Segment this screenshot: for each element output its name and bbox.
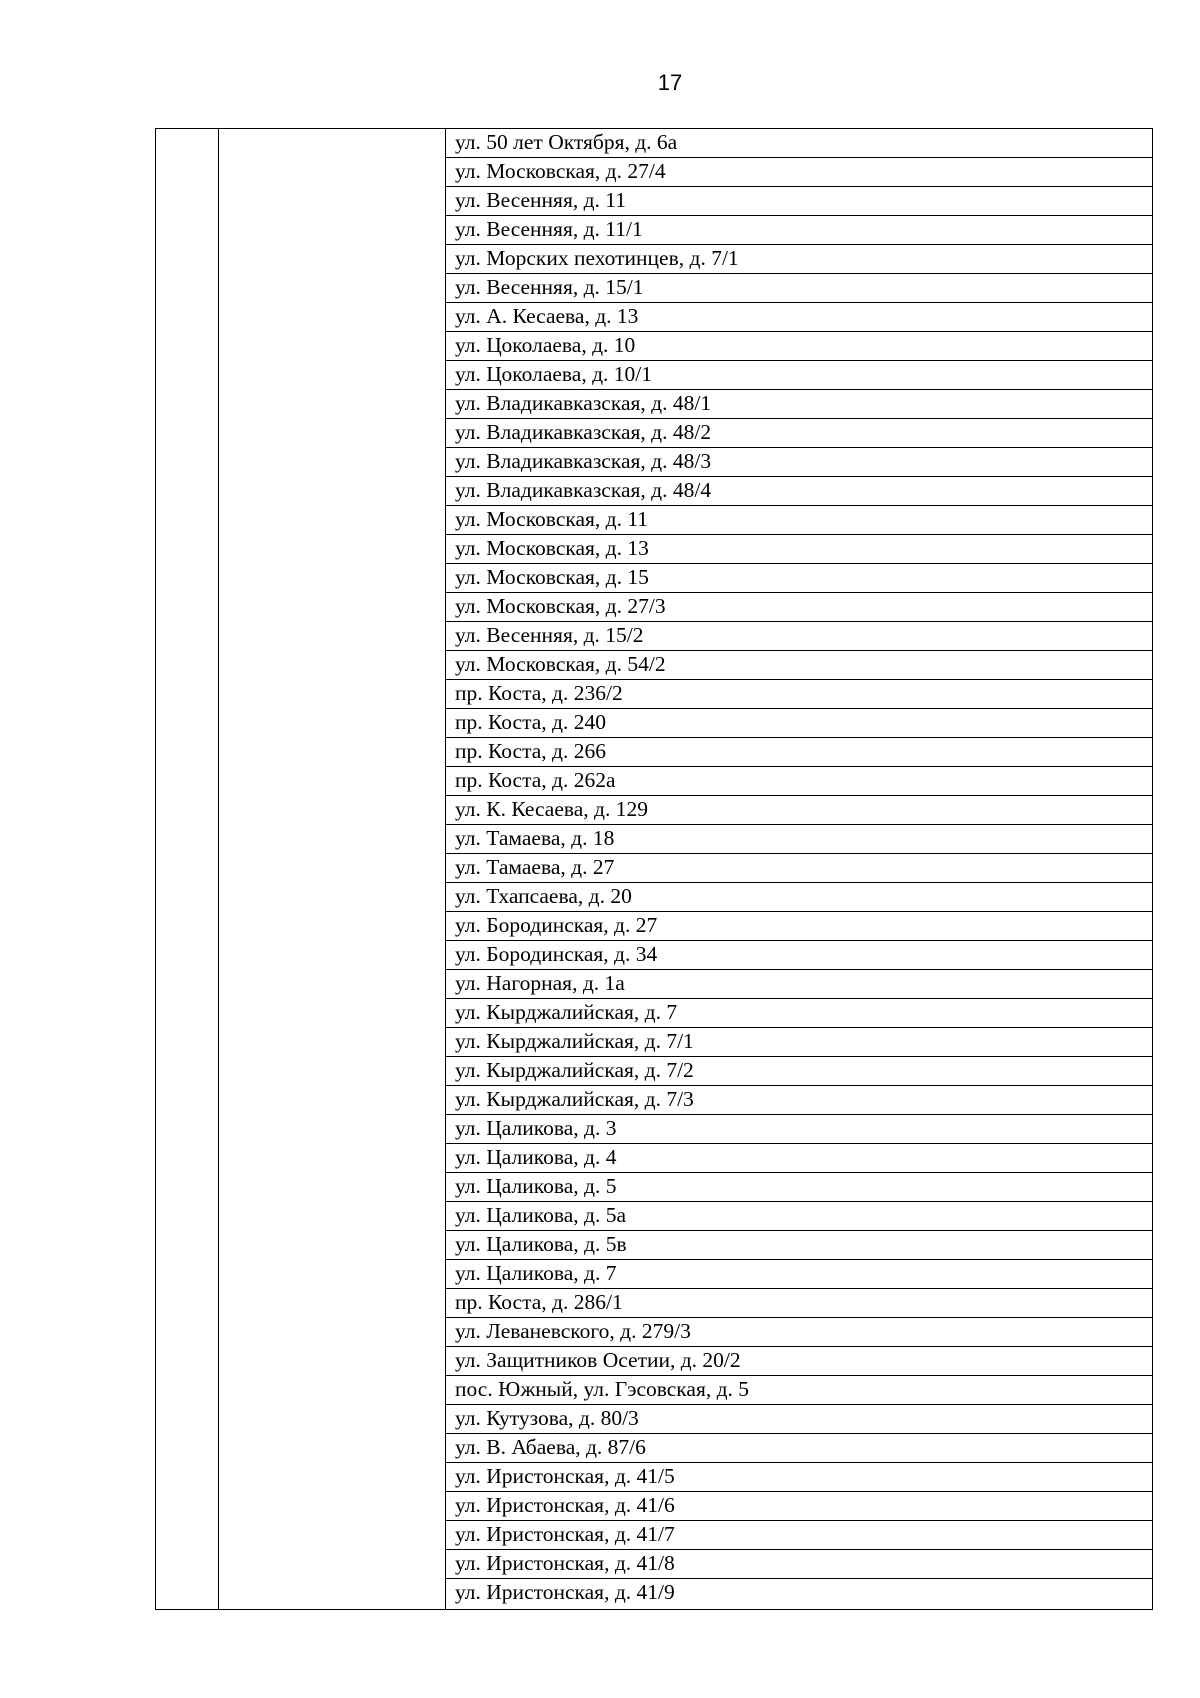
address-row: ул. Весенняя, д. 15/1: [445, 274, 1152, 303]
address-row: ул. Иристонская, д. 41/6: [445, 1492, 1152, 1521]
address-row: ул. Владикавказская, д. 48/4: [445, 477, 1152, 506]
address-row: ул. Владикавказская, д. 48/2: [445, 419, 1152, 448]
address-row: ул. 50 лет Октября, д. 6а: [445, 129, 1152, 158]
address-row: пр. Коста, д. 240: [445, 709, 1152, 738]
address-row: ул. Цаликова, д. 5: [445, 1173, 1152, 1202]
address-row: ул. Владикавказская, д. 48/1: [445, 390, 1152, 419]
address-row: ул. К. Кесаева, д. 129: [445, 796, 1152, 825]
address-row: ул. В. Абаева, д. 87/6: [445, 1434, 1152, 1463]
address-table: [155, 128, 1153, 1610]
address-row: ул. Кырджалийская, д. 7: [445, 999, 1152, 1028]
address-row: ул. Нагорная, д. 1а: [445, 970, 1152, 999]
address-row: ул. Цаликова, д. 7: [445, 1260, 1152, 1289]
address-row: пр. Коста, д. 262а: [445, 767, 1152, 796]
address-row: ул. Московская, д. 27/4: [445, 158, 1152, 187]
address-row: ул. Иристонская, д. 41/5: [445, 1463, 1152, 1492]
page-number: 17: [657, 70, 683, 95]
address-row: ул. Цаликова, д. 5а: [445, 1202, 1152, 1231]
address-row: ул. Иристонская, д. 41/9: [455, 1580, 675, 1604]
address-row: пр. Коста, д. 286/1: [445, 1289, 1152, 1318]
address-row: ул. Морских пехотинцев, д. 7/1: [445, 245, 1152, 274]
address-row: ул. Цаликова, д. 5в: [445, 1231, 1152, 1260]
address-row: ул. Московская, д. 13: [445, 535, 1152, 564]
address-row: ул. Кырджалийская, д. 7/2: [445, 1057, 1152, 1086]
address-row: ул. Цаликова, д. 3: [445, 1115, 1152, 1144]
address-row: ул. Тхапсаева, д. 20: [445, 883, 1152, 912]
address-row: ул. Московская, д. 11: [445, 506, 1152, 535]
address-row: ул. Весенняя, д. 11/1: [445, 216, 1152, 245]
address-row: ул. Тамаева, д. 27: [445, 854, 1152, 883]
address-row: ул. Владикавказская, д. 48/3: [445, 448, 1152, 477]
address-list: [445, 129, 1152, 1609]
address-row: ул. Цаликова, д. 4: [445, 1144, 1152, 1173]
address-row: ул. Цоколаева, д. 10/1: [445, 361, 1152, 390]
address-row: ул. Бородинская, д. 27: [445, 912, 1152, 941]
address-row: пр. Коста, д. 236/2: [445, 680, 1152, 709]
address-row: ул. Кырджалийская, д. 7/3: [445, 1086, 1152, 1115]
address-row: ул. Леваневского, д. 279/3: [445, 1318, 1152, 1347]
address-row: ул. Иристонская, д. 41/7: [445, 1521, 1152, 1550]
address-row: ул. Весенняя, д. 11: [445, 187, 1152, 216]
address-row: ул. Кырджалийская, д. 7/1: [445, 1028, 1152, 1057]
address-row: пр. Коста, д. 266: [445, 738, 1152, 767]
address-row: ул. Защитников Осетии, д. 20/2: [445, 1347, 1152, 1376]
address-row: ул. Тамаева, д. 18: [445, 825, 1152, 854]
address-row: ул. Бородинская, д. 34: [445, 941, 1152, 970]
address-row: ул. Московская, д. 15: [445, 564, 1152, 593]
address-row: ул. Московская, д. 54/2: [445, 651, 1152, 680]
address-row: ул. Кутузова, д. 80/3: [445, 1405, 1152, 1434]
address-row: ул. Московская, д. 27/3: [445, 593, 1152, 622]
address-row: ул. Весенняя, д. 15/2: [445, 622, 1152, 651]
address-row: ул. А. Кесаева, д. 13: [445, 303, 1152, 332]
address-row: ул. Цоколаева, д. 10: [445, 332, 1152, 361]
column-divider-1: [218, 129, 219, 1609]
address-row: ул. Иристонская, д. 41/8: [445, 1550, 1152, 1579]
address-row: пос. Южный, ул. Гэсовская, д. 5: [445, 1376, 1152, 1405]
